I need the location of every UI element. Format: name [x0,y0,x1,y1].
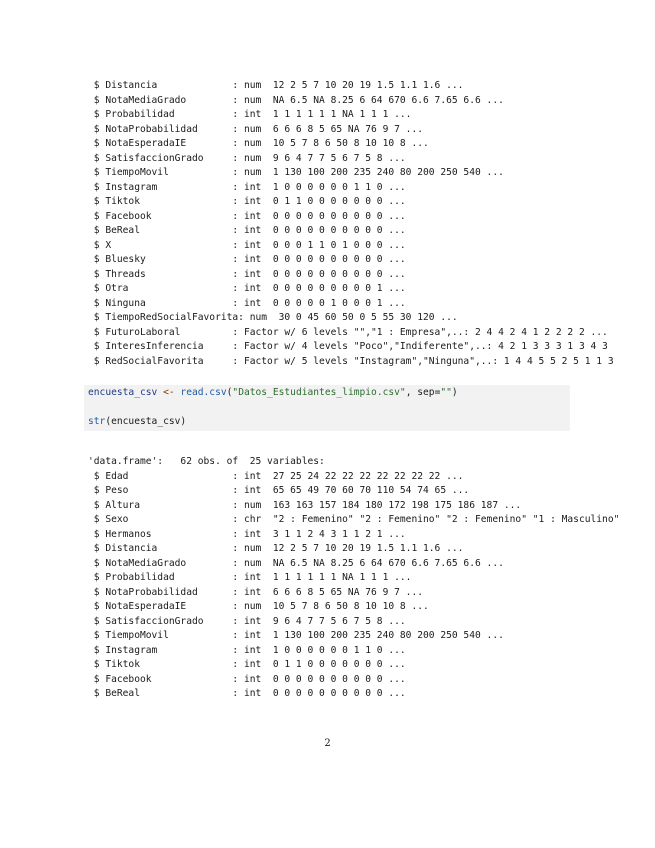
output-line: $ Ninguna : int 0 0 0 0 0 1 0 0 0 1 ... [88,297,406,309]
page-number: 2 [324,738,331,749]
code-paren-close: ) [451,387,458,398]
output-line: $ Probabilidad : int 1 1 1 1 1 1 NA 1 1 1 ... [88,109,412,120]
output-line: $ NotaEsperadaIE : num 10 5 7 8 6 50 8 10 10 8 ... [88,601,429,612]
str-output-block-1 [88,79,614,369]
output-line: $ NotaProbabilidad : int 6 6 6 8 5 65 NA 76 9 7 ... [88,586,424,598]
output-line: $ Tiktok : int 0 1 1 0 0 0 0 0 0 0 ... [88,196,406,207]
output-line: $ TiempoMovil : int 1 130 100 200 235 240 80 200 250 540 ... [88,630,504,641]
code-line-str [88,415,186,429]
code-assign-operator: <- [157,387,181,398]
code-paren-open: ( [105,416,112,427]
code-sep-argument: , sep= [405,387,441,398]
output-line: $ TiempoRedSocialFavorita: num 30 0 45 60 50 0 5 55 30 120 ... [88,312,458,323]
output-line: $ TiempoMovil : num 1 130 100 200 235 240 80 200 250 540 ... [88,167,504,178]
output-line: $ Threads : int 0 0 0 0 0 0 0 0 0 0 ... [88,268,406,280]
output-line: $ FuturoLaboral : Factor w/ 6 levels "","1 : Empresa",..: 2 4 4 2 4 1 2 2 2 2 ... [88,326,608,338]
output-line: $ Bluesky : int 0 0 0 0 0 0 0 0 0 0 ... [88,254,406,265]
output-line: $ SatisfaccionGrado : num 9 6 4 7 7 5 6 7 5 8 ... [88,152,406,164]
output-line: $ Instagram : int 1 0 0 0 0 0 0 1 1 0 ... [88,181,406,193]
output-line: $ Otra : int 0 0 0 0 0 0 0 0 0 1 ... [88,283,406,294]
output-line: $ BeReal : int 0 0 0 0 0 0 0 0 0 0 ... [88,688,406,699]
output-line: $ Tiktok : int 0 1 1 0 0 0 0 0 0 0 ... [88,659,406,670]
output-line: $ NotaMediaGrado : num NA 6.5 NA 8.25 6 64 670 6.6 7.65 6.6 ... [88,557,504,569]
code-function-str: str [88,416,106,427]
code-line-read-csv [88,386,458,400]
code-paren-close: ) [180,416,187,427]
output-line: $ NotaProbabilidad : num 6 6 6 8 5 65 NA 76 9 7 ... [88,123,424,135]
output-line: $ RedSocialFavorita : Factor w/ 5 levels "Instagram","Ninguna",..: 1 4 4 5 5 2 5 1 1 3 [88,355,614,367]
output-line: $ Edad : int 27 25 24 22 22 22 22 22 22 22 ... [88,470,464,482]
output-line: $ SatisfaccionGrado : int 9 6 4 7 7 5 6 7 5 8 ... [88,615,406,627]
code-function-read-csv: read.csv [180,387,227,398]
output-line: $ Distancia : num 12 2 5 7 10 20 19 1.5 1.1 1.6 ... [88,543,464,554]
code-string-filename: "Datos_Estudiantes_limpio.csv" [232,387,406,398]
output-line: $ NotaMediaGrado : num NA 6.5 NA 8.25 6 64 670 6.6 7.65 6.6 ... [88,94,504,106]
output-line: $ Facebook : int 0 0 0 0 0 0 0 0 0 0 ... [88,210,406,222]
code-string-sep: "" [440,387,452,398]
output-line: $ Hermanos : int 3 1 1 2 4 3 1 1 2 1 ... [88,528,406,540]
output-line: $ Altura : num 163 163 157 184 180 172 198 175 186 187 ... [88,499,522,511]
code-argument: encuesta_csv [111,416,181,427]
output-line: $ X : int 0 0 0 1 1 0 1 0 0 0 ... [88,239,406,251]
output-line: $ Facebook : int 0 0 0 0 0 0 0 0 0 0 ... [88,673,406,685]
output-line: $ Distancia : num 12 2 5 7 10 20 19 1.5 1.1 1.6 ... [88,80,464,91]
code-variable: encuesta_csv [88,387,158,398]
str-output-block-2 [88,455,619,702]
output-line: $ Instagram : int 1 0 0 0 0 0 0 1 1 0 ... [88,644,406,656]
output-line: $ Probabilidad : int 1 1 1 1 1 1 NA 1 1 1 ... [88,572,412,583]
output-line: $ BeReal : int 0 0 0 0 0 0 0 0 0 0 ... [88,225,406,236]
output-line: $ NotaEsperadaIE : num 10 5 7 8 6 50 8 10 10 8 ... [88,138,429,149]
code-chunk [84,385,570,431]
output-line: $ Sexo : chr "2 : Femenino" "2 : Femenino" "2 : Femenino" "1 : Masculino" [88,514,620,525]
output-line: $ InteresInferencia : Factor w/ 4 levels "Poco","Indiferente",..: 4 2 1 3 3 3 1 3 4 3 [88,341,608,352]
output-line: 'data.frame': 62 obs. of 25 variables: [88,456,325,467]
code-paren-open: ( [226,387,233,398]
output-line: $ Peso : int 65 65 49 70 60 70 110 54 74 65 ... [88,485,470,496]
